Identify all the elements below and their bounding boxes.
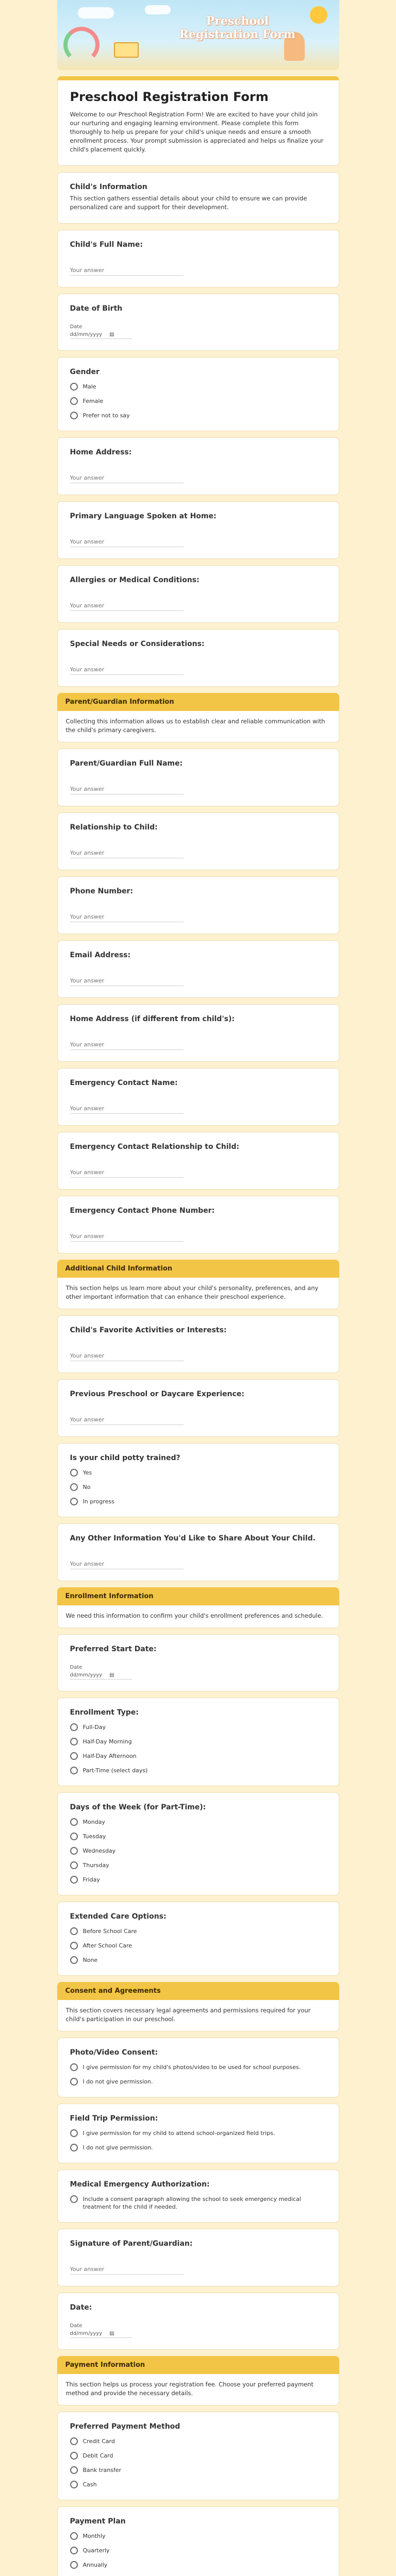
question-allergies — [57, 565, 339, 623]
section-header-payment: Payment Information — [57, 2356, 339, 2374]
option-label: Quarterly — [82, 2547, 110, 2554]
radio-button[interactable] — [70, 1818, 78, 1826]
calendar-icon[interactable]: ▤ — [109, 2331, 114, 2336]
section-header-enrollment: Enrollment Information — [57, 1587, 339, 1605]
calendar-icon[interactable]: ▤ — [109, 332, 114, 337]
radio-button[interactable] — [70, 2532, 78, 2540]
question-title: Email Address: — [70, 951, 131, 959]
question-days-of-week — [57, 1792, 339, 1895]
option-label: Male — [82, 383, 96, 390]
radio-button[interactable] — [70, 1469, 78, 1477]
option-label: After School Care — [82, 1942, 132, 1949]
radio-button[interactable] — [70, 383, 78, 391]
question-guardian-name — [57, 749, 339, 806]
date-value: dd/mm/yyyy — [70, 332, 103, 337]
question-emergency-name — [57, 1068, 339, 1126]
question-emergency-phone — [57, 1196, 339, 1253]
primary-language-input[interactable] — [70, 537, 184, 547]
special-needs-input[interactable] — [70, 665, 184, 675]
question-gender — [57, 357, 339, 431]
consent-date-input[interactable] — [70, 2331, 132, 2338]
radio-option-quarterly[interactable] — [70, 2547, 326, 2554]
radio-button[interactable] — [70, 1942, 78, 1950]
radio-button[interactable] — [70, 2195, 78, 2203]
question-title: Emergency Contact Phone Number: — [70, 1207, 215, 1215]
radio-option-in-progress[interactable] — [70, 1498, 326, 1505]
question-title: Any Other Information You'd Like to Share About Your Child. — [70, 1534, 316, 1543]
radio-button[interactable] — [70, 2561, 78, 2569]
home-address-input[interactable] — [70, 473, 184, 483]
question-dob — [57, 294, 339, 351]
question-title: Gender — [70, 368, 100, 376]
question-medical-authorization — [57, 2170, 339, 2223]
option-label: Before School Care — [82, 1928, 137, 1935]
option-label: I give permission for my child's photos/video to be used for school purposes. — [82, 2064, 301, 2071]
question-title: Special Needs or Considerations: — [70, 640, 205, 648]
radio-option-female[interactable] — [70, 397, 326, 405]
form-intro-card — [57, 76, 339, 166]
radio-option-prefer-not[interactable] — [70, 412, 326, 419]
question-payment-plan — [57, 2506, 339, 2576]
question-title: Extended Care Options: — [70, 1912, 167, 1921]
question-title: Date of Birth — [70, 304, 123, 313]
question-title: Days of the Week (for Part-Time): — [70, 1803, 206, 1811]
date-value: dd/mm/yyyy — [70, 2331, 103, 2336]
question-title: Parent/Guardian Full Name: — [70, 759, 183, 768]
section-intro-child — [57, 172, 339, 224]
option-label: Bank transfer — [82, 2467, 122, 2473]
banner-title — [176, 14, 300, 41]
question-field-trip — [57, 2104, 339, 2163]
question-emergency-relationship — [57, 1132, 339, 1190]
question-enrollment-type — [57, 1698, 339, 1786]
question-title: Date: — [70, 2303, 92, 2312]
date-label: Date — [70, 324, 82, 330]
question-photo-consent — [57, 2038, 339, 2097]
header-banner — [57, 0, 339, 70]
question-title: Is your child potty trained? — [70, 1454, 180, 1462]
radio-button[interactable] — [70, 1861, 78, 1869]
guardian-name-input[interactable] — [70, 784, 184, 794]
option-label: Prefer not to say — [82, 412, 130, 419]
section-description: This section helps us process your registration fee. Choose your preferred payment method and provide the necessary details. — [57, 2374, 339, 2405]
dob-date-input[interactable] — [70, 332, 132, 339]
radio-option-medical-consent[interactable] — [70, 2195, 326, 2211]
question-home-address — [57, 437, 339, 495]
option-label: Part-Time (select days) — [82, 1767, 148, 1774]
cloud-illustration — [145, 5, 171, 14]
question-consent-date — [57, 2293, 339, 2350]
option-label: Tuesday — [82, 1833, 106, 1840]
question-title: Enrollment Type: — [70, 1708, 139, 1717]
question-title: Field Trip Permission: — [70, 2114, 158, 2123]
question-guardian-address — [57, 1004, 339, 1062]
guardian-address-input[interactable] — [70, 1040, 184, 1050]
section-description: We need this information to confirm your child's enrollment preferences and schedule. — [57, 1605, 339, 1628]
radio-button[interactable] — [70, 1927, 78, 1935]
question-other-info — [57, 1523, 339, 1581]
radio-option-half-day-afternoon[interactable] — [70, 1752, 326, 1760]
phone-input[interactable] — [70, 912, 184, 922]
question-title: Phone Number: — [70, 887, 133, 895]
radio-button[interactable] — [70, 1956, 78, 1964]
emergency-name-input[interactable] — [70, 1104, 184, 1114]
option-label: Annually — [82, 2562, 108, 2568]
date-label: Date — [70, 2323, 82, 2329]
radio-button[interactable] — [70, 1498, 78, 1505]
question-title: Child's Favorite Activities or Interests: — [70, 1326, 227, 1334]
radio-option-thursday[interactable] — [70, 1861, 326, 1869]
question-payment-method — [57, 2412, 339, 2500]
radio-button[interactable] — [70, 1738, 78, 1745]
radio-button[interactable] — [70, 397, 78, 405]
radio-option-half-day-morning[interactable] — [70, 1738, 326, 1745]
radio-option-yes[interactable] — [70, 1469, 326, 1477]
radio-button[interactable] — [70, 1847, 78, 1855]
date-value: dd/mm/yyyy — [70, 1672, 103, 1678]
start-date-input[interactable] — [70, 1672, 132, 1680]
option-label: In progress — [82, 1498, 114, 1505]
calendar-icon[interactable]: ▤ — [109, 1672, 114, 1678]
radio-button[interactable] — [70, 2466, 78, 2474]
question-primary-language — [57, 501, 339, 559]
previous-preschool-input[interactable] — [70, 1415, 184, 1425]
question-favorite-activities — [57, 1315, 339, 1373]
radio-button[interactable] — [70, 2078, 78, 2086]
section-description: This section gathers essential details about your child to ensure we can provide personalized care and support for their development. — [70, 195, 307, 211]
section-header-guardian: Parent/Guardian Information — [57, 693, 339, 711]
book-illustration — [114, 42, 139, 58]
radio-button[interactable] — [70, 2063, 78, 2071]
question-title: Medical Emergency Authorization: — [70, 2180, 210, 2189]
question-title: Home Address: — [70, 448, 132, 456]
radio-button[interactable] — [70, 2547, 78, 2554]
option-label: Include a consent paragraph allowing the school to seek emergency medical treatment for the child if needed. — [82, 2196, 301, 2210]
question-potty-trained — [57, 1443, 339, 1517]
radio-option-photo-permit[interactable] — [70, 2063, 326, 2071]
radio-button[interactable] — [70, 1723, 78, 1731]
question-title: Payment Plan — [70, 2517, 126, 2526]
radio-option-monthly[interactable] — [70, 2532, 326, 2540]
option-label: I do not give permission. — [82, 2144, 153, 2151]
question-title: Preferred Start Date: — [70, 1645, 157, 1653]
relationship-input[interactable] — [70, 848, 184, 858]
option-label: Credit Card — [82, 2438, 115, 2445]
radio-option-cash[interactable] — [70, 2481, 326, 2488]
option-label: Debit Card — [82, 2452, 113, 2459]
option-label: Friday — [82, 1876, 100, 1883]
question-title: Home Address (if different from child's): — [70, 1015, 235, 1023]
radio-option-credit-card[interactable] — [70, 2437, 326, 2445]
question-phone — [57, 876, 339, 934]
option-label: Monday — [82, 1819, 105, 1825]
radio-button[interactable] — [70, 1833, 78, 1840]
section-title: Child's Information — [70, 183, 147, 191]
radio-button[interactable] — [70, 1752, 78, 1760]
section-header-additional: Additional Child Information — [57, 1260, 339, 1278]
question-title: Previous Preschool or Daycare Experience: — [70, 1390, 244, 1398]
radio-option-full-day[interactable] — [70, 1723, 326, 1731]
option-label: Full-Day — [82, 1724, 106, 1731]
radio-option-none[interactable] — [70, 1956, 326, 1964]
question-extended-care — [57, 1902, 339, 1976]
radio-option-before-school[interactable] — [70, 1927, 326, 1935]
question-email — [57, 940, 339, 998]
radio-option-wednesday[interactable] — [70, 1847, 326, 1855]
radio-option-tuesday[interactable] — [70, 1833, 326, 1840]
radio-option-monday[interactable] — [70, 1818, 326, 1826]
radio-option-after-school[interactable] — [70, 1942, 326, 1950]
radio-option-bank-transfer[interactable] — [70, 2466, 326, 2474]
date-label: Date — [70, 1665, 82, 1670]
emergency-phone-input[interactable] — [70, 1231, 184, 1242]
option-label: Cash — [82, 2481, 97, 2488]
favorite-activities-input[interactable] — [70, 1351, 184, 1361]
banner-title-line2: Registration Form — [179, 28, 296, 41]
question-title: Photo/Video Consent: — [70, 2048, 158, 2057]
form-description: Welcome to our Preschool Registration Form! We are excited to have your child join our nurturing and engaging learning environment. Please complete this form thoroughly to help us prepare for your child's unique needs and ensure a smooth enrollment process. Your prompt submission is appreciated and helps us finalize your child's placement quickly. — [70, 111, 324, 153]
question-title: Child's Full Name: — [70, 241, 143, 249]
radio-option-no[interactable] — [70, 1483, 326, 1491]
radio-option-friday[interactable] — [70, 1876, 326, 1884]
question-special-needs — [57, 629, 339, 687]
radio-button[interactable] — [70, 1876, 78, 1884]
radio-button[interactable] — [70, 1483, 78, 1491]
radio-option-annually[interactable] — [70, 2561, 326, 2569]
question-child-full-name — [57, 230, 339, 287]
section-description: This section covers necessary legal agreements and permissions required for your child's participation in our preschool. — [57, 2000, 339, 2031]
radio-button[interactable] — [70, 412, 78, 419]
emergency-relationship-input[interactable] — [70, 1167, 184, 1178]
option-label: Monthly — [82, 2533, 106, 2539]
option-label: No — [82, 1484, 91, 1490]
signature-input[interactable] — [70, 2264, 184, 2275]
sun-illustration — [310, 6, 327, 24]
option-label: I give permission for my child to attend school-organized field trips. — [82, 2130, 275, 2137]
option-label: Half-Day Morning — [82, 1738, 132, 1745]
radio-option-debit-card[interactable] — [70, 2452, 326, 2460]
question-previous-preschool — [57, 1379, 339, 1437]
radio-option-trip-permit[interactable] — [70, 2129, 326, 2137]
radio-option-trip-deny[interactable] — [70, 2144, 326, 2151]
option-label: I do not give permission. — [82, 2078, 153, 2085]
question-start-date — [57, 1634, 339, 1691]
question-title: Primary Language Spoken at Home: — [70, 512, 217, 520]
radio-button[interactable] — [70, 2481, 78, 2488]
radio-button[interactable] — [70, 1767, 78, 1774]
cloud-illustration — [78, 7, 114, 19]
other-info-input[interactable] — [70, 1559, 184, 1569]
allergies-input[interactable] — [70, 601, 184, 611]
radio-option-part-time[interactable] — [70, 1767, 326, 1774]
radio-option-male[interactable] — [70, 383, 326, 391]
question-relationship — [57, 812, 339, 870]
section-description: This section helps us learn more about your child's personality, preferences, and any other important information that can enhance their preschool experience. — [57, 1278, 339, 1309]
radio-button[interactable] — [70, 2129, 78, 2137]
radio-option-photo-deny[interactable] — [70, 2078, 326, 2086]
option-label: Yes — [82, 1469, 92, 1476]
option-label: Thursday — [82, 1862, 109, 1869]
section-description: Collecting this information allows us to establish clear and reliable communication with the child's primary caregivers. — [57, 711, 339, 742]
section-header-consent: Consent and Agreements — [57, 1982, 339, 2000]
option-label: Half-Day Afternoon — [82, 1753, 137, 1759]
rainbow-illustration — [63, 27, 100, 63]
banner-title-line1: Preschool — [206, 14, 269, 28]
option-label: Wednesday — [82, 1848, 116, 1854]
form-container — [57, 0, 339, 2576]
question-title: Emergency Contact Name: — [70, 1079, 178, 1087]
question-title: Signature of Parent/Guardian: — [70, 2240, 193, 2248]
question-signature — [57, 2229, 339, 2286]
option-label: Female — [82, 398, 104, 404]
question-title: Relationship to Child: — [70, 823, 158, 832]
child-full-name-input[interactable] — [70, 265, 184, 276]
radio-button[interactable] — [70, 2144, 78, 2151]
question-title: Allergies or Medical Conditions: — [70, 576, 200, 584]
question-title: Emergency Contact Relationship to Child: — [70, 1143, 239, 1151]
radio-button[interactable] — [70, 2437, 78, 2445]
email-input[interactable] — [70, 976, 184, 986]
option-label: None — [82, 1957, 98, 1963]
radio-button[interactable] — [70, 2452, 78, 2460]
form-title: Preschool Registration Form — [70, 90, 269, 104]
question-title: Preferred Payment Method — [70, 2422, 180, 2431]
